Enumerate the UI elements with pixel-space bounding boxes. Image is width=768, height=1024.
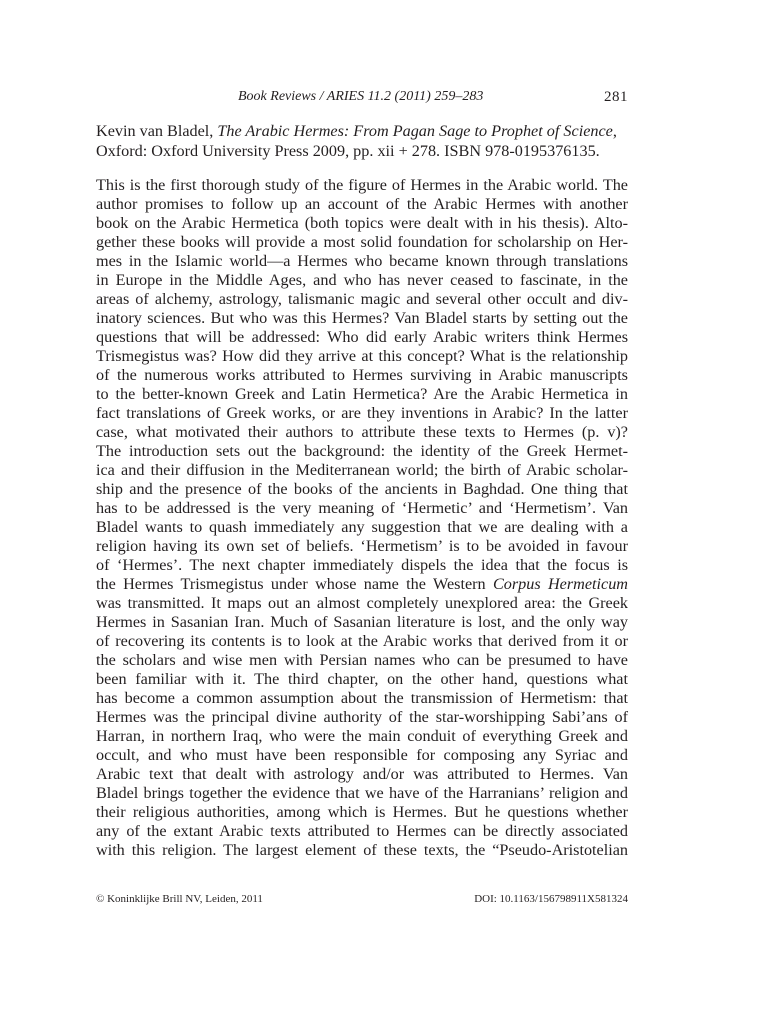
review-body [96,176,628,860]
body-line: Harran, in northern Iraq, who were the main conduit of everything Greek and [96,727,628,745]
body-line: of ‘Hermes’. The next chapter immediately dispels the idea that the focus is [96,556,628,574]
body-line: of recovering its contents is to look at the Arabic works that derived from it or [96,632,628,650]
citation-punct: , [612,122,617,140]
body-line: Trismegistus was? How did they arrive at this concept? What is the relationship [96,347,628,365]
body-line: inatory sciences. But who was this Hermes? Van Bladel starts by setting out the [96,309,628,327]
running-header [96,89,628,109]
body-line: This is the first thorough study of the figure of Hermes in the Arabic world. The [96,176,628,194]
running-title: Book Reviews / ARIES 11.2 (2011) 259–283 [238,89,484,104]
body-line: was transmitted. It maps out an almost completely unexplored area: the Greek [96,594,628,612]
citation-author: Kevin van Bladel, [96,122,218,140]
body-line: Bladel wants to quash immediately any suggestion that we are dealing with a [96,518,628,536]
body-line: been familiar with it. The third chapter, on the other hand, questions what [96,670,628,688]
copyright-notice: © Koninklijke Brill NV, Leiden, 2011 [96,893,263,905]
page-footer [96,893,628,909]
body-line: questions that will be addressed: Who did early Arabic writers think Hermes [96,328,628,346]
body-line: Hermes in Sasanian Iran. Much of Sasanian literature is lost, and the only way [96,613,628,631]
body-line: gether these books will provide a most solid foundation for scholarship on Her- [96,233,628,251]
body-line: areas of alchemy, astrology, talismanic magic and several other occult and div- [96,290,628,308]
body-line: Hermes was the principal divine authority of the star-worshipping Sabi’ans of [96,708,628,726]
book-citation [96,122,636,161]
body-text-run: the Hermes Trismegistus under whose name the Western [96,575,493,593]
doi: DOI: 10.1163/156798911X581324 [474,893,628,905]
body-line: fact translations of Greek works, or are they inventions in Arabic? In the latter [96,404,628,422]
body-line: the scholars and wise men with Persian names who can be presumed to have [96,651,628,669]
page-number: 281 [604,89,628,105]
body-line: to the better-known Greek and Latin Hermetica? Are the Arabic Hermetica in [96,385,628,403]
body-line: has become a common assumption about the transmission of Hermetism: that [96,689,628,707]
citation-line-2: Oxford: Oxford University Press 2009, pp. xii + 278. ISBN 978-0195376135. [96,141,600,160]
body-line: The introduction sets out the background: the identity of the Greek Hermet- [96,442,628,460]
body-line: author promises to follow up an account of the Arabic Hermes with another [96,195,628,213]
body-line: their religious authorities, among which is Hermes. But he questions whether [96,803,628,821]
body-line: book on the Arabic Hermetica (both topics were dealt with in his thesis). Alto- [96,214,628,232]
body-line: case, what motivated their authors to attribute these texts to Hermes (p. v)? [96,423,628,441]
body-line: mes in the Islamic world—a Hermes who became known through translations [96,252,628,270]
citation-line-1 [96,122,636,142]
body-line: occult, and who must have been responsible for composing any Syriac and [96,746,628,764]
body-line: with this religion. The largest element of these texts, the “Pseudo-Aristotelian [96,841,628,859]
body-line: has to be addressed is the very meaning of ‘Hermetic’ and ‘Hermetism’. Van [96,499,628,517]
body-line: religion having its own set of beliefs. ‘Hermetism’ is to be avoided in favour [96,537,628,555]
body-line [96,575,628,594]
body-line: Arabic text that dealt with astrology and/or was attributed to Hermes. Van [96,765,628,783]
body-line: any of the extant Arabic texts attributed to Hermes can be directly associated [96,822,628,840]
body-line: Bladel brings together the evidence that we have of the Harranians’ religion and [96,784,628,802]
body-line: of the numerous works attributed to Hermes surviving in Arabic manuscripts [96,366,628,384]
body-line: in Europe in the Middle Ages, and who has never ceased to fascinate, in the [96,271,628,289]
body-line: ica and their diffusion in the Mediterranean world; the birth of Arabic scholar- [96,461,628,479]
citation-book-title: The Arabic Hermes: From Pagan Sage to Prophet of Science [217,122,613,140]
body-line: ship and the presence of the books of the ancients in Baghdad. One thing that [96,480,628,498]
italic-title: Corpus Hermeticum [492,575,628,593]
